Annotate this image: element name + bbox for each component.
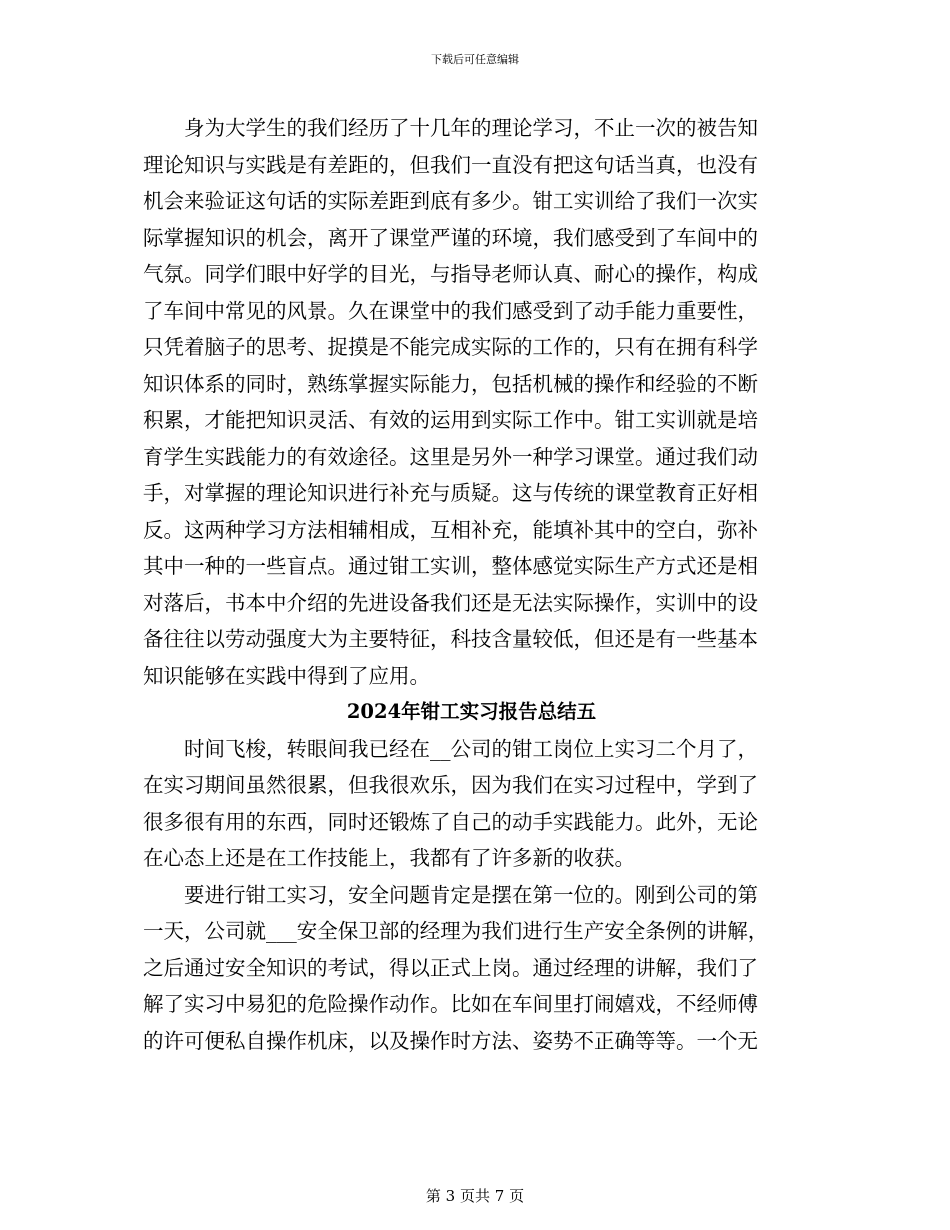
paragraph-line: 了车间中常见的风景。久在课堂中的我们感受到了动手能力重要性， (143, 298, 758, 323)
paragraph-line: 其中一种的一些盲点。通过钳工实训，整体感觉实际生产方式还是相 (143, 554, 758, 578)
paragraph-line: 身为大学生的我们经历了十几年的理论学习，不止一次的被告知 (184, 116, 758, 140)
paragraph-line: 育学生实践能力的有效途径。这里是另外一种学习课堂。通过我们动 (143, 444, 758, 469)
paragraph-line: 的许可便私自操作机床，以及操作时方法、姿势不正确等等。一个无 (143, 1028, 758, 1053)
paragraph-line: 解了实习中易犯的危险操作动作。比如在车间里打闹嬉戏，不经师傅 (143, 992, 758, 1016)
paragraph-line: 只凭着脑子的思考、捉摸是不能完成实际的工作的，只有在拥有科学 (143, 335, 758, 359)
paragraph-line: 对落后，书本中介绍的先进设备我们还是无法实际操作，实训中的设 (143, 590, 758, 615)
paragraph-line: 知识体系的同时，熟练掌握实际能力，包括机械的操作和经验的不断 (143, 371, 758, 396)
paragraph-line: 积累，才能把知识灵活、有效的运用到实际工作中。钳工实训就是培 (143, 408, 758, 432)
document-body (143, 110, 800, 1059)
paragraph-line: 气氛。同学们眼中好学的目光，与指导老师认真、耐心的操作，构成 (143, 262, 758, 286)
paragraph-line: 手，对掌握的理论知识进行补充与质疑。这与传统的课堂教育正好相 (143, 481, 758, 505)
paragraph-line: 很多很有用的东西，同时还锻炼了自己的动手实践能力。此外，无论 (143, 809, 758, 834)
paragraph-line: 反。这两种学习方法相辅相成，互相补充，能填补其中的空白，弥补 (143, 517, 758, 542)
paragraph-line: 在心态上还是在工作技能上，我都有了许多新的收获。 (143, 846, 635, 870)
paragraph-line: 在实习期间虽然很累，但我很欢乐，因为我们在实习过程中，学到了 (143, 773, 758, 797)
paragraph-line: 机会来验证这句话的实际差距到底有多少。钳工实训给了我们一次实 (143, 189, 758, 213)
paragraph-line: 际掌握知识的机会，离开了课堂严谨的环境，我们感受到了车间中的 (143, 225, 758, 250)
page-header: 下载后可任意编辑 (431, 53, 519, 66)
paragraph-line: 知识能够在实践中得到了应用。 (143, 663, 430, 688)
paragraph-line: 要进行钳工实习，安全问题肯定是摆在第一位的。刚到公司的第 (184, 882, 758, 907)
paragraph-line: 备往往以劳动强度大为主要特征，科技含量较低，但还是有一些基本 (143, 627, 758, 651)
paragraph-line: 一天，公司就___安全保卫部的经理为我们进行生产安全条例的讲解， (143, 919, 769, 943)
paragraph-line: 理论知识与实践是有差距的，但我们一直没有把这句话当真，也没有 (143, 152, 758, 177)
section-title: 2024年钳工实习报告总结五 (346, 700, 597, 723)
page-number: 第 3 页共 7 页 (425, 1187, 525, 1205)
paragraph-line: 时间飞梭，转眼间我已经在__公司的钳工岗位上实习二个月了， (184, 736, 758, 761)
paragraph-line: 之后通过安全知识的考试，得以正式上岗。通过经理的讲解，我们了 (143, 955, 758, 980)
